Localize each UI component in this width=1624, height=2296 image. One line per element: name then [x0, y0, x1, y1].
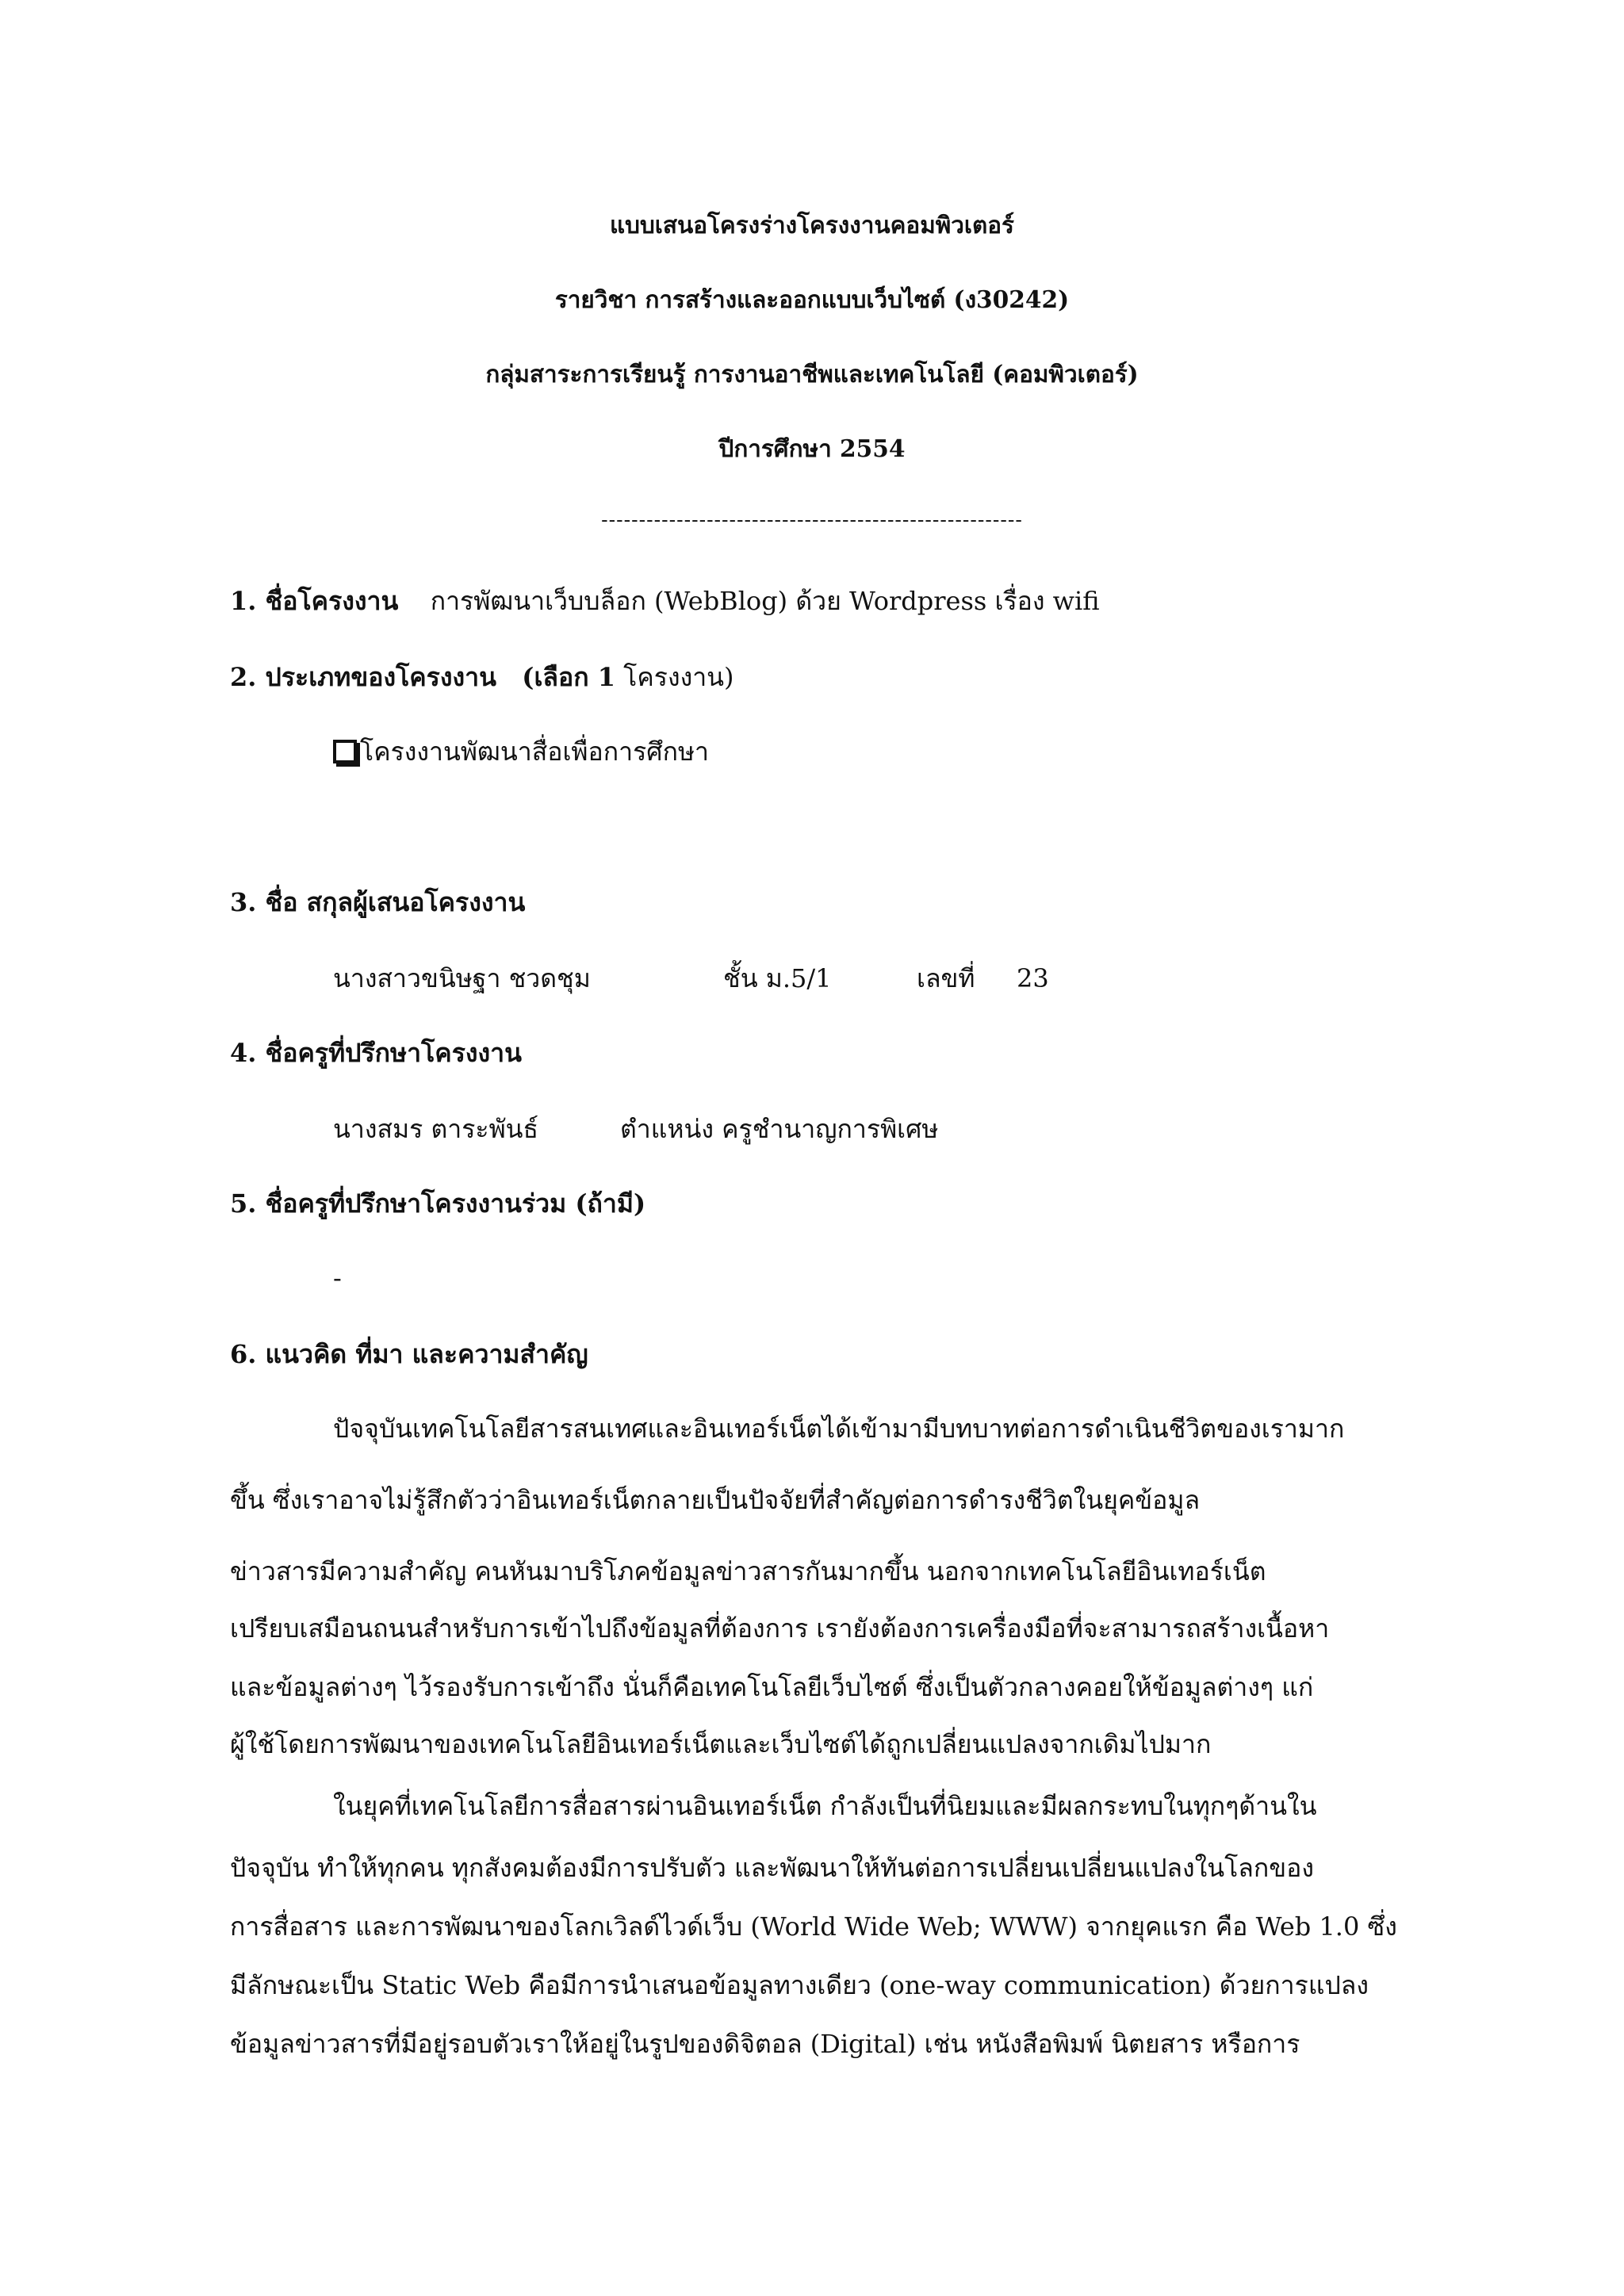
section-6-label: 6. แนวคิด ที่มา และความสำคัญ	[230, 1339, 588, 1369]
student-number-label: เลขที่	[917, 963, 975, 993]
section-2-note: โครงงาน)	[623, 662, 734, 692]
checkbox-icon	[333, 740, 357, 763]
document-title: แบบเสนอโครงร่างโครงงานคอมพิวเตอร์	[610, 211, 1014, 239]
student-class: ชั้น ม.5/1	[723, 963, 832, 993]
co-advisor-value: -	[333, 1263, 342, 1293]
paragraph-line: ข้อมูลข่าวสารที่มีอยู่รอบตัวเราให้อยู่ในรูปของดิจิตอล (Digital) เช่น หนังสือพิมพ์ นิตยสาร หรือการ	[230, 2029, 1300, 2059]
paragraph-line: การสื่อสาร และการพัฒนาของโลกเวิลด์ไวด์เว็บ (World Wide Web; WWW) จากยุคแรก คือ Web 1.0 ซึ่ง	[230, 1911, 1397, 1942]
paragraph-line: ปัจจุบันเทคโนโลยีสารสนเทศและอินเทอร์เน็ตได้เข้ามามีบทบาทต่อการดำเนินชีวิตของเรามาก	[333, 1414, 1345, 1444]
divider: --------------------------------------------------------	[601, 508, 1023, 531]
section-1-label: 1. ชื่อโครงงาน	[230, 586, 399, 616]
project-type-option	[333, 736, 709, 767]
paragraph-line: ขึ้น ซึ่งเราอาจไม่รู้สึกตัวว่าอินเทอร์เน็ตกลายเป็นปัจจัยที่สำคัญต่อการดำรงชีวิตในยุคข้อมูล	[230, 1485, 1201, 1515]
course-line: รายวิชา การสร้างและออกแบบเว็บไซต์ (ง30242)	[554, 285, 1070, 313]
project-type-label: โครงงานพัฒนาสื่อเพื่อการศึกษา	[360, 737, 709, 767]
paragraph-line: ในยุคที่เทคโนโลยีการสื่อสารผ่านอินเทอร์เน็ต กำลังเป็นที่นิยมและมีผลกระทบในทุกๆด้านใน	[333, 1791, 1317, 1821]
section-1	[230, 585, 1100, 617]
project-name: การพัฒนาเว็บบล็อก (WebBlog) ด้วย Wordpress เรื่อง wifi	[430, 586, 1100, 616]
paragraph-line: ข่าวสารมีความสำคัญ คนหันมาบริโภคข้อมูลข่าวสารกันมากขึ้น นอกจากเทคโนโลยีอินเทอร์เน็ต	[230, 1556, 1266, 1586]
advisor-name: นางสมร ตาระพันธ์	[333, 1114, 539, 1144]
paragraph-line: ผู้ใช้โดยการพัฒนาของเทคโนโลยีอินเทอร์เน็ตและเว็บไซต์ได้ถูกเปลี่ยนแปลงจากเดิมไปมาก	[230, 1729, 1212, 1759]
paragraph-line: เปรียบเสมือนถนนสำหรับการเข้าไปถึงข้อมูลที่ต้องการ เรายังต้องการเครื่องมือที่จะสามารถสร้างเนื้อหา	[230, 1613, 1330, 1644]
section-2	[230, 661, 734, 693]
section-4-label: 4. ชื่อครูที่ปรึกษาโครงงาน	[230, 1038, 522, 1068]
section-2-label: 2. ประเภทของโครงงาน	[230, 662, 496, 692]
advisor-position: ตำแหน่ง ครูชำนาญการพิเศษ	[620, 1114, 939, 1144]
section-5-label: 5. ชื่อครูที่ปรึกษาโครงงานร่วม (ถ้ามี)	[230, 1188, 646, 1219]
section-3-label: 3. ชื่อ สกุลผู้เสนอโครงงาน	[230, 887, 526, 917]
paragraph-line: และข้อมูลต่างๆ ไว้รองรับการเข้าถึง นั่นก็คือเทคโนโลยีเว็บไซต์ ซึ่งเป็นตัวกลางคอยให้ข้อมูลต่างๆ แก่	[230, 1672, 1314, 1702]
student-name: นางสาวขนิษฐา ชวดชุม	[333, 963, 591, 993]
student-number: 23	[1017, 963, 1049, 993]
subject-group-line: กลุ่มสาระการเรียนรู้ การงานอาชีพและเทคโนโลยี (คอมพิวเตอร์)	[485, 360, 1139, 388]
academic-year-line: ปีการศึกษา 2554	[718, 434, 906, 462]
section-2-note-bold: (เลือก 1	[522, 662, 615, 692]
paragraph-line: ปัจจุบัน ทำให้ทุกคน ทุกสังคมต้องมีการปรับตัว และพัฒนาให้ทันต่อการเปลี่ยนเปลี่ยนแปลงในโลกของ	[230, 1853, 1314, 1883]
paragraph-line: มีลักษณะเป็น Static Web คือมีการนำเสนอข้อมูลทางเดียว (one-way communication) ด้วยการแปลง	[230, 1970, 1369, 2000]
